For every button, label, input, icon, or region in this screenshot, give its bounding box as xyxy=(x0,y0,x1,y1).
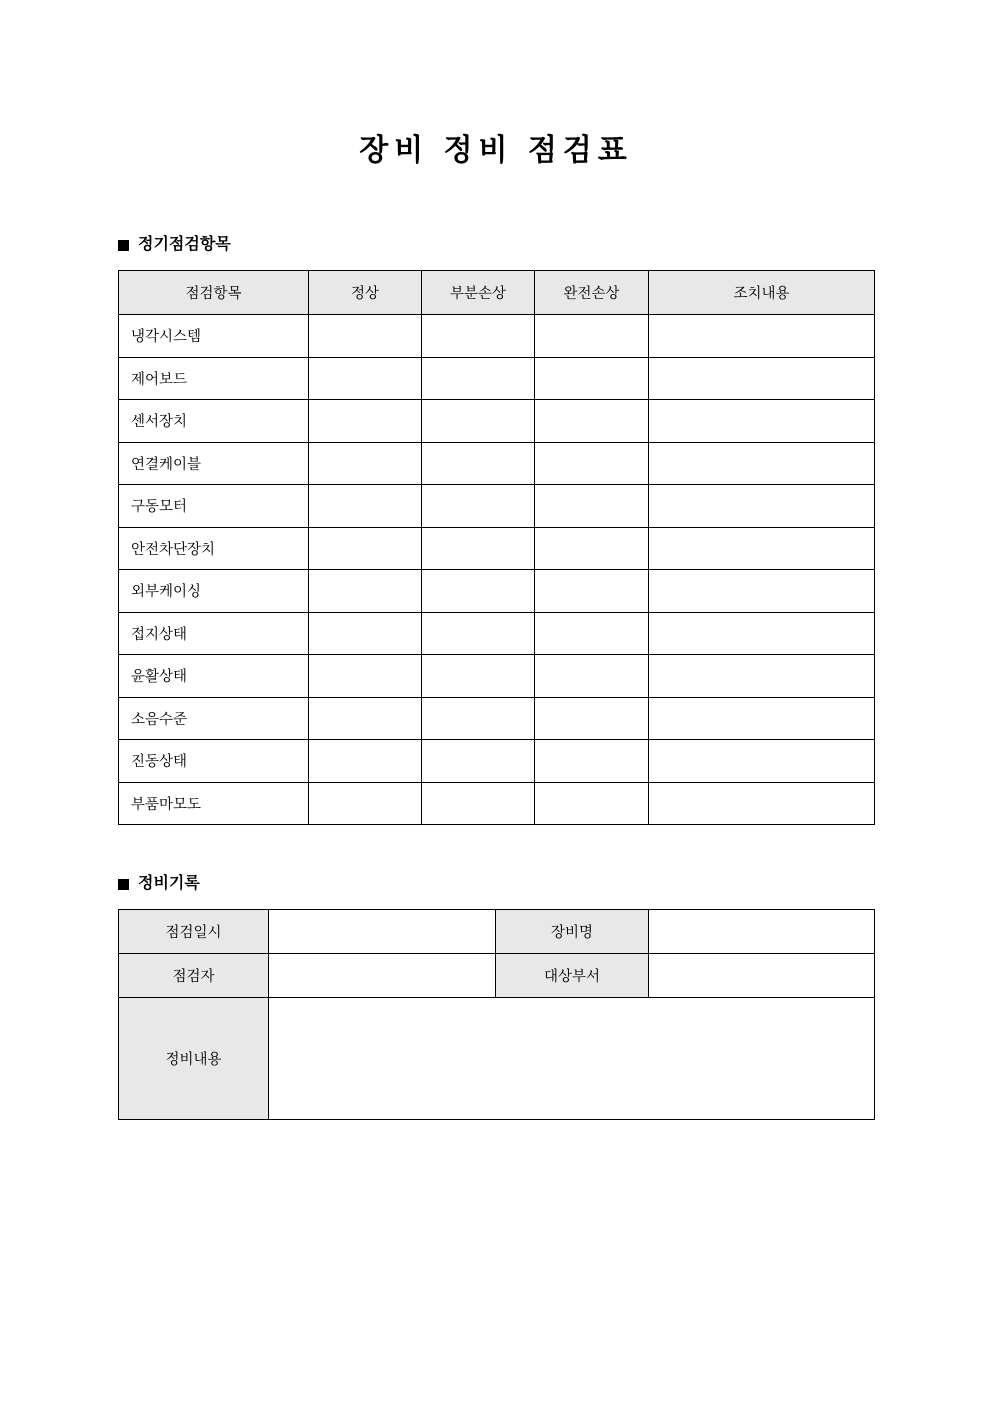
normal-checkbox-cell[interactable] xyxy=(309,400,422,443)
black-square-bullet-icon xyxy=(118,879,129,890)
inspection-datetime-field[interactable] xyxy=(269,910,496,954)
section-heading-record xyxy=(118,876,874,892)
inspection-item-label: 센서장치 xyxy=(119,400,309,443)
equipment-name-label: 장비명 xyxy=(496,910,649,954)
partial-checkbox-cell[interactable] xyxy=(422,315,535,358)
column-header-partial: 부분손상 xyxy=(422,271,535,315)
maintenance-details-label: 정비내용 xyxy=(119,998,269,1120)
action-note-cell[interactable] xyxy=(649,782,875,825)
normal-checkbox-cell[interactable] xyxy=(309,655,422,698)
action-note-cell[interactable] xyxy=(649,485,875,528)
table-row xyxy=(119,570,875,613)
partial-checkbox-cell[interactable] xyxy=(422,527,535,570)
action-note-cell[interactable] xyxy=(649,655,875,698)
action-note-cell[interactable] xyxy=(649,315,875,358)
inspection-datetime-label: 점검일시 xyxy=(119,910,269,954)
full-checkbox-cell[interactable] xyxy=(535,442,649,485)
table-row xyxy=(119,612,875,655)
full-checkbox-cell[interactable] xyxy=(535,570,649,613)
inspector-field[interactable] xyxy=(269,954,496,998)
section-inspection-items xyxy=(118,169,874,825)
section-heading-inspection-label: 정기점검항목 xyxy=(138,236,231,253)
inspection-item-label: 외부케이싱 xyxy=(119,570,309,613)
normal-checkbox-cell[interactable] xyxy=(309,527,422,570)
table-row xyxy=(119,442,875,485)
table-row xyxy=(119,315,875,358)
normal-checkbox-cell[interactable] xyxy=(309,697,422,740)
action-note-cell[interactable] xyxy=(649,357,875,400)
table-row xyxy=(119,697,875,740)
target-department-label: 대상부서 xyxy=(496,954,649,998)
table-row xyxy=(119,400,875,443)
table-row xyxy=(119,655,875,698)
full-checkbox-cell[interactable] xyxy=(535,400,649,443)
normal-checkbox-cell[interactable] xyxy=(309,485,422,528)
inspection-item-label: 연결케이블 xyxy=(119,442,309,485)
partial-checkbox-cell[interactable] xyxy=(422,782,535,825)
column-header-full: 완전손상 xyxy=(535,271,649,315)
normal-checkbox-cell[interactable] xyxy=(309,315,422,358)
full-checkbox-cell[interactable] xyxy=(535,357,649,400)
black-square-bullet-icon xyxy=(118,240,129,251)
normal-checkbox-cell[interactable] xyxy=(309,612,422,655)
action-note-cell[interactable] xyxy=(649,570,875,613)
full-checkbox-cell[interactable] xyxy=(535,485,649,528)
full-checkbox-cell[interactable] xyxy=(535,697,649,740)
normal-checkbox-cell[interactable] xyxy=(309,740,422,783)
action-note-cell[interactable] xyxy=(649,527,875,570)
inspection-item-label: 안전차단장치 xyxy=(119,527,309,570)
column-header-normal: 정상 xyxy=(309,271,422,315)
inspection-item-label: 접지상태 xyxy=(119,612,309,655)
table-row xyxy=(119,357,875,400)
normal-checkbox-cell[interactable] xyxy=(309,570,422,613)
partial-checkbox-cell[interactable] xyxy=(422,655,535,698)
full-checkbox-cell[interactable] xyxy=(535,527,649,570)
target-department-field[interactable] xyxy=(649,954,875,998)
partial-checkbox-cell[interactable] xyxy=(422,485,535,528)
partial-checkbox-cell[interactable] xyxy=(422,400,535,443)
inspection-item-label: 진동상태 xyxy=(119,740,309,783)
inspection-table xyxy=(118,270,875,825)
table-row xyxy=(119,910,875,954)
partial-checkbox-cell[interactable] xyxy=(422,442,535,485)
partial-checkbox-cell[interactable] xyxy=(422,740,535,783)
section-heading-inspection xyxy=(118,237,874,253)
inspection-item-label: 부품마모도 xyxy=(119,782,309,825)
full-checkbox-cell[interactable] xyxy=(535,782,649,825)
page-title: 장비 정비 점검표 xyxy=(359,134,633,167)
table-header-row xyxy=(119,271,875,315)
section-heading-record-label: 정비기록 xyxy=(138,875,200,892)
table-row xyxy=(119,485,875,528)
inspection-item-label: 소음수준 xyxy=(119,697,309,740)
action-note-cell[interactable] xyxy=(649,740,875,783)
equipment-name-field[interactable] xyxy=(649,910,875,954)
inspection-item-label: 제어보드 xyxy=(119,357,309,400)
partial-checkbox-cell[interactable] xyxy=(422,570,535,613)
normal-checkbox-cell[interactable] xyxy=(309,357,422,400)
column-header-action: 조치내용 xyxy=(649,271,875,315)
action-note-cell[interactable] xyxy=(649,442,875,485)
inspection-item-label: 윤활상태 xyxy=(119,655,309,698)
table-row xyxy=(119,527,875,570)
partial-checkbox-cell[interactable] xyxy=(422,697,535,740)
full-checkbox-cell[interactable] xyxy=(535,655,649,698)
maintenance-details-field[interactable] xyxy=(269,998,875,1120)
table-row xyxy=(119,782,875,825)
normal-checkbox-cell[interactable] xyxy=(309,442,422,485)
full-checkbox-cell[interactable] xyxy=(535,740,649,783)
normal-checkbox-cell[interactable] xyxy=(309,782,422,825)
partial-checkbox-cell[interactable] xyxy=(422,612,535,655)
partial-checkbox-cell[interactable] xyxy=(422,357,535,400)
full-checkbox-cell[interactable] xyxy=(535,612,649,655)
full-checkbox-cell[interactable] xyxy=(535,315,649,358)
maintenance-record-table xyxy=(118,909,875,1120)
inspector-label: 점검자 xyxy=(119,954,269,998)
table-row xyxy=(119,998,875,1120)
inspection-item-label: 구동모터 xyxy=(119,485,309,528)
action-note-cell[interactable] xyxy=(649,612,875,655)
section-maintenance-record xyxy=(118,825,874,1120)
inspection-item-label: 냉각시스템 xyxy=(119,315,309,358)
column-header-item: 점검항목 xyxy=(119,271,309,315)
table-row xyxy=(119,740,875,783)
action-note-cell[interactable] xyxy=(649,697,875,740)
table-row xyxy=(119,954,875,998)
action-note-cell[interactable] xyxy=(649,400,875,443)
